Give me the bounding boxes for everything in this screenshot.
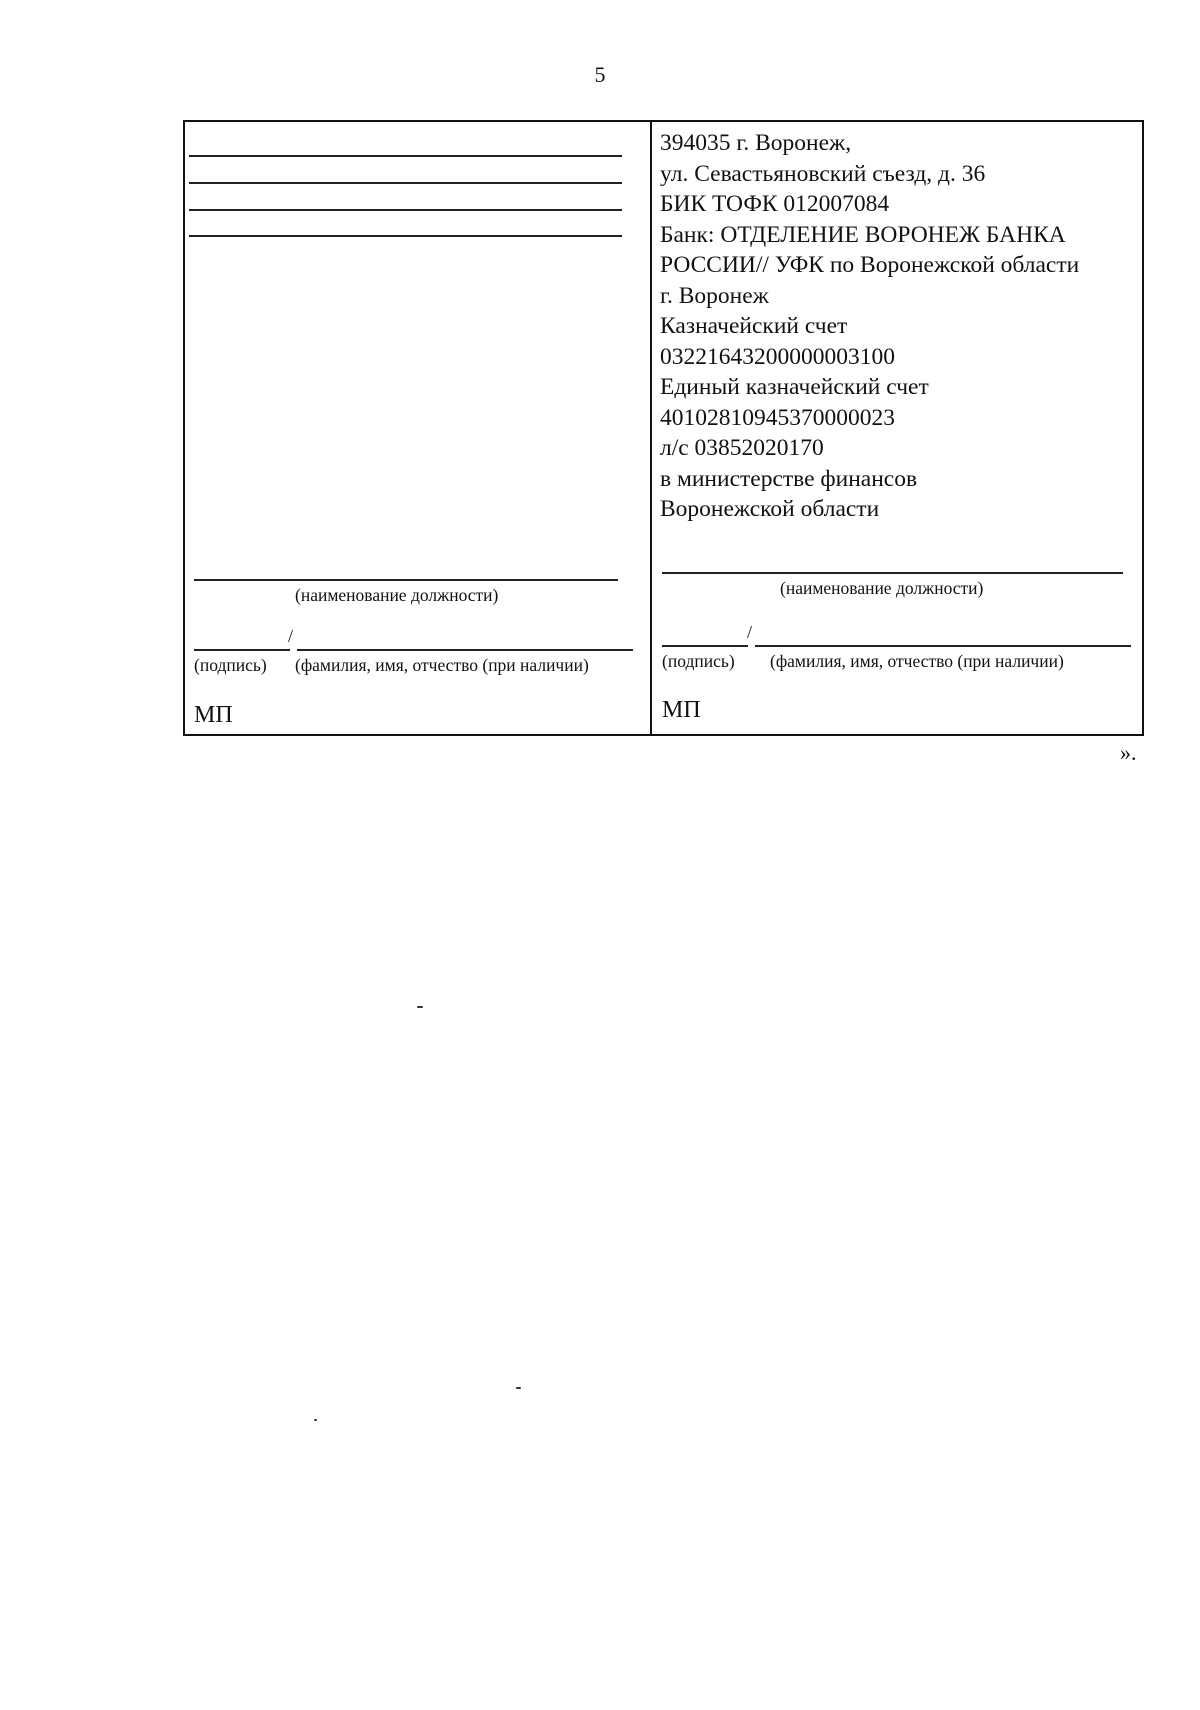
right-stamp-label: МП (662, 697, 701, 723)
right-name-caption: (фамилия, имя, отчество (при наличии) (770, 651, 1064, 671)
left-blank-line-4 (189, 235, 622, 237)
bank-detail-line: г. Воронеж (660, 282, 769, 309)
left-blank-line-1 (189, 155, 622, 157)
bank-detail-line: Воронежской области (660, 496, 880, 522)
right-signature-caption: (подпись) (662, 651, 735, 671)
right-position-caption: (наименование должности) (780, 578, 984, 598)
left-blank-line-3 (189, 209, 622, 211)
left-blank-line-2 (189, 182, 622, 184)
bank-detail-line: РОССИИ// УФК по Воронежской области (660, 252, 1080, 278)
bank-detail-line: БИК ТОФК 012007084 (660, 191, 890, 217)
scan-speck (417, 1006, 423, 1008)
bank-detail-line: 394035 г. Воронеж, (660, 130, 852, 156)
right-name-line (755, 645, 1131, 647)
bank-detail-line: 03221643200000003100 (660, 343, 895, 370)
bank-detail-line: в министерстве финансов (660, 465, 918, 492)
closing-quote: ». (1120, 740, 1137, 765)
column-divider (650, 122, 652, 734)
page-number: 5 (594, 62, 606, 87)
bank-details (660, 128, 1145, 525)
left-signature-slash: / (288, 626, 294, 646)
right-signature-line (662, 645, 748, 647)
left-stamp-label: МП (194, 702, 233, 728)
bank-detail-line: Единый казначейский счет (660, 374, 929, 400)
left-name-line (297, 649, 633, 651)
bank-detail-line: ул. Севастьяновский съезд, д. 36 (660, 160, 986, 187)
right-signature-slash: / (747, 622, 753, 642)
right-position-line (662, 572, 1123, 574)
scan-speck (516, 1387, 521, 1389)
left-signature-line (194, 649, 290, 651)
bank-detail-line: 40102810945370000023 (660, 404, 895, 431)
bank-detail-line: Казначейский счет (660, 313, 848, 339)
bank-detail-line: л/с 03852020170 (660, 435, 824, 461)
bank-detail-line: Банк: ОТДЕЛЕНИЕ ВОРОНЕЖ БАНКА (660, 221, 1066, 248)
left-name-caption: (фамилия, имя, отчество (при наличии) (295, 655, 589, 675)
left-signature-caption: (подпись) (194, 655, 267, 675)
scan-speck (314, 1419, 317, 1421)
left-position-caption: (наименование должности) (295, 585, 499, 605)
requisites-table (183, 120, 1144, 736)
left-position-line (194, 579, 618, 581)
